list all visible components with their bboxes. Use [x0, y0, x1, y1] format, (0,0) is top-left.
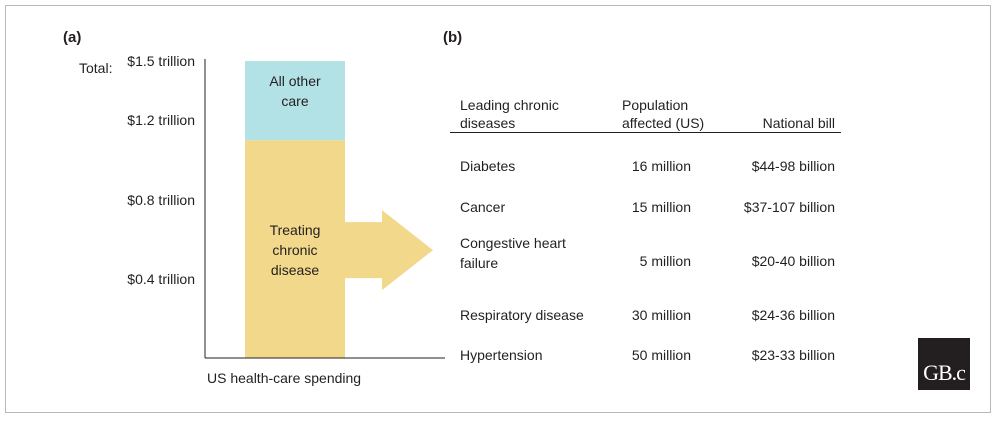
table-cell-disease: Respiratory disease: [460, 307, 584, 323]
table-cell-disease: Hypertension: [460, 347, 543, 363]
y-tick-label: $0.8 trillion: [127, 191, 195, 208]
arrow-to-table: [345, 210, 433, 290]
table-cell-population: 15 million: [631, 199, 691, 215]
y-tick-label: $1.5 trillion: [127, 53, 195, 69]
table-cell-disease: Cancer: [460, 199, 506, 215]
total-label: Total:: [79, 60, 113, 76]
table-cell-national-bill: $37-107 billion: [743, 199, 835, 215]
panel-a-label: (a): [63, 29, 82, 46]
table-cell-population: 5 million: [639, 253, 691, 269]
header-population: Population affected (US): [622, 97, 705, 131]
table-cell-national-bill: $44-98 billion: [751, 158, 835, 174]
y-tick-label: $0.4 trillion: [127, 270, 195, 287]
table-cell-population: 50 million: [631, 347, 691, 363]
segment-label-chronic-disease: Treating chronic disease: [269, 222, 321, 279]
table-cell-disease: Diabetes: [460, 158, 516, 174]
table-cell-population: 30 million: [631, 307, 691, 323]
table-cell-national-bill: $23-33 billion: [751, 347, 835, 363]
x-axis-label: US health-care spending: [207, 370, 362, 386]
header-diseases: Leading chronic diseases: [460, 97, 559, 131]
segment-label-all-other-care: All other care: [269, 73, 321, 109]
y-tick-label: $1.2 trillion: [127, 112, 195, 129]
table-cell-population: 16 million: [631, 158, 691, 174]
logo: GB.c: [918, 338, 970, 390]
header-national-bill: National bill: [762, 115, 835, 131]
table-cell-national-bill: $24-36 billion: [751, 307, 835, 323]
table-cell-disease: Congestive heart failure: [460, 235, 566, 271]
panel-b-label: (b): [443, 29, 463, 46]
table-cell-national-bill: $20-40 billion: [751, 253, 835, 269]
table-header-rule: [450, 132, 841, 133]
